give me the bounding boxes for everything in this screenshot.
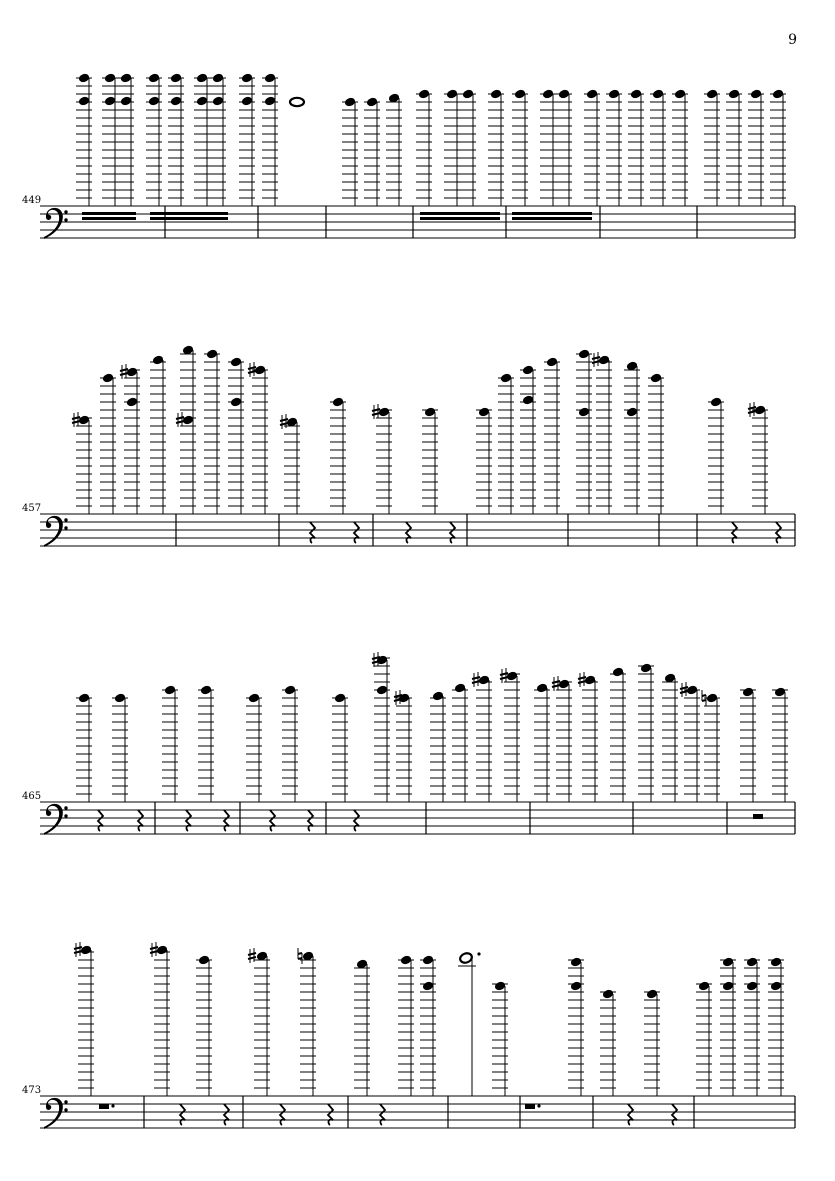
note-head (78, 73, 90, 84)
note-head (78, 693, 90, 704)
bass-clef-icon (44, 208, 68, 239)
note-head (344, 97, 356, 108)
quarter-rest-icon (328, 1104, 333, 1125)
note-head (742, 687, 754, 698)
note-head (148, 73, 160, 84)
note-head (746, 957, 758, 968)
note-head (198, 955, 210, 966)
note-head (570, 981, 582, 992)
notes (76, 73, 786, 220)
page-number: 9 (788, 32, 797, 48)
note-head (422, 981, 434, 992)
staff-lines (40, 206, 795, 238)
note-head (750, 89, 762, 100)
quarter-rest-icon (224, 1104, 229, 1125)
note-head (602, 989, 614, 1000)
beam (150, 217, 228, 220)
half-rest-icon (99, 1104, 109, 1109)
note-head (102, 373, 114, 384)
note-head (578, 407, 590, 418)
note-head (164, 685, 176, 696)
note-head (104, 73, 116, 84)
note-head (494, 981, 506, 992)
sharp-icon (552, 676, 560, 691)
note-head (366, 97, 378, 108)
note-head (674, 89, 686, 100)
measure-number: 465 (22, 791, 42, 802)
note-head (630, 89, 642, 100)
note-head (462, 89, 474, 100)
quarter-rest-icon (732, 522, 737, 543)
staff-lines (40, 802, 795, 834)
quarter-rest-icon (270, 810, 275, 831)
note-head (170, 96, 182, 107)
note-head (284, 685, 296, 696)
note-head (612, 667, 624, 678)
note-head (722, 981, 734, 992)
sharp-icon (578, 672, 586, 687)
note-head (78, 96, 90, 107)
note-head (578, 349, 590, 360)
beam (82, 212, 136, 215)
note-head (746, 981, 758, 992)
quarter-rest-icon (450, 522, 455, 543)
quarter-rest-icon (280, 1104, 285, 1125)
whole-note (290, 98, 304, 106)
dotted-half-note (458, 952, 481, 1096)
beam (150, 212, 228, 215)
bass-clef-icon (44, 516, 68, 547)
note-head (148, 96, 160, 107)
note-head (334, 693, 346, 704)
beam (512, 217, 592, 220)
notes (74, 942, 784, 1125)
note-head (230, 397, 242, 408)
sharp-icon (120, 364, 128, 379)
note-head (640, 663, 652, 674)
quarter-rest-icon (776, 522, 781, 543)
quarter-rest-icon (308, 810, 313, 831)
note-head (706, 693, 718, 704)
note-head (722, 957, 734, 968)
note-head (522, 395, 534, 406)
quarter-rest-icon (406, 522, 411, 543)
beam (512, 212, 592, 215)
note-head (332, 397, 344, 408)
note-head (230, 357, 242, 368)
note-head (774, 687, 786, 698)
note-head (248, 693, 260, 704)
beam (82, 217, 136, 220)
note-head (770, 981, 782, 992)
beam (420, 217, 500, 220)
note-head (646, 989, 658, 1000)
note-head (570, 957, 582, 968)
system-1 (22, 73, 795, 239)
sharp-icon (592, 352, 600, 367)
note-head (170, 73, 182, 84)
note-head (264, 73, 276, 84)
bass-clef-icon (44, 804, 68, 835)
quarter-rest-icon (354, 810, 359, 831)
rest-dot (111, 1104, 114, 1107)
note-head (400, 955, 412, 966)
note-head (772, 89, 784, 100)
note-head (418, 89, 430, 100)
note-head (698, 981, 710, 992)
quarter-rest-icon (380, 1104, 385, 1125)
half-rest-icon (753, 814, 763, 819)
note-head (206, 349, 218, 360)
note-head (608, 89, 620, 100)
sharp-icon (74, 942, 82, 957)
note-head (770, 957, 782, 968)
note-head (422, 955, 434, 966)
measure-number: 457 (22, 503, 42, 514)
beam (420, 212, 500, 215)
note-head (586, 89, 598, 100)
note-head (626, 407, 638, 418)
note-head (376, 685, 388, 696)
measure-number: 473 (22, 1085, 42, 1096)
system-2 (22, 345, 795, 547)
note-head (652, 89, 664, 100)
sharp-icon (150, 942, 158, 957)
note-head (432, 691, 444, 702)
note-head (424, 407, 436, 418)
note-head (241, 73, 253, 84)
measure-number: 449 (22, 195, 42, 206)
sharp-icon (176, 412, 184, 427)
note-head (706, 89, 718, 100)
note-head (200, 685, 212, 696)
system-4 (22, 942, 795, 1129)
quarter-rest-icon (628, 1104, 633, 1125)
note-head (728, 89, 740, 100)
quarter-rest-icon (98, 810, 103, 831)
quarter-rest-icon (224, 810, 229, 831)
note-head (514, 89, 526, 100)
sharp-icon (248, 948, 256, 963)
note-head (196, 73, 208, 84)
note-head (558, 89, 570, 100)
note-head (542, 89, 554, 100)
note-head (120, 73, 132, 84)
note-head (446, 89, 458, 100)
staff-lines (40, 514, 795, 546)
quarter-rest-icon (672, 1104, 677, 1125)
note-head (536, 683, 548, 694)
note-head (104, 96, 116, 107)
sharp-icon (500, 668, 508, 683)
system-3 (22, 652, 795, 835)
quarter-rest-icon (310, 522, 315, 543)
sharp-icon (372, 404, 380, 419)
natural-icon (298, 948, 302, 964)
quarter-rest-icon (180, 1104, 185, 1125)
quarter-rest-icon (138, 810, 143, 831)
rest-dot (537, 1104, 540, 1107)
half-rest-icon (525, 1104, 535, 1109)
bass-clef-icon (44, 1098, 68, 1129)
note-head (710, 397, 722, 408)
note-head (212, 96, 224, 107)
note-head (454, 683, 466, 694)
sharp-icon (472, 672, 480, 687)
quarter-rest-icon (186, 810, 191, 831)
note-head (478, 407, 490, 418)
note-head (546, 357, 558, 368)
note-head (120, 96, 132, 107)
note-head (241, 96, 253, 107)
note-head (500, 373, 512, 384)
notes (76, 652, 788, 831)
note-head (522, 365, 534, 376)
note-head (490, 89, 502, 100)
sharp-icon (72, 412, 80, 427)
quarter-rest-icon (354, 522, 359, 543)
note-head (650, 373, 662, 384)
note-head (196, 96, 208, 107)
notes (72, 345, 781, 543)
note-head (152, 355, 164, 366)
note-head (212, 73, 224, 84)
note-head (264, 96, 276, 107)
staff-lines (40, 1096, 795, 1128)
note-head (126, 397, 138, 408)
sharp-icon (280, 414, 288, 429)
note-head (114, 693, 126, 704)
